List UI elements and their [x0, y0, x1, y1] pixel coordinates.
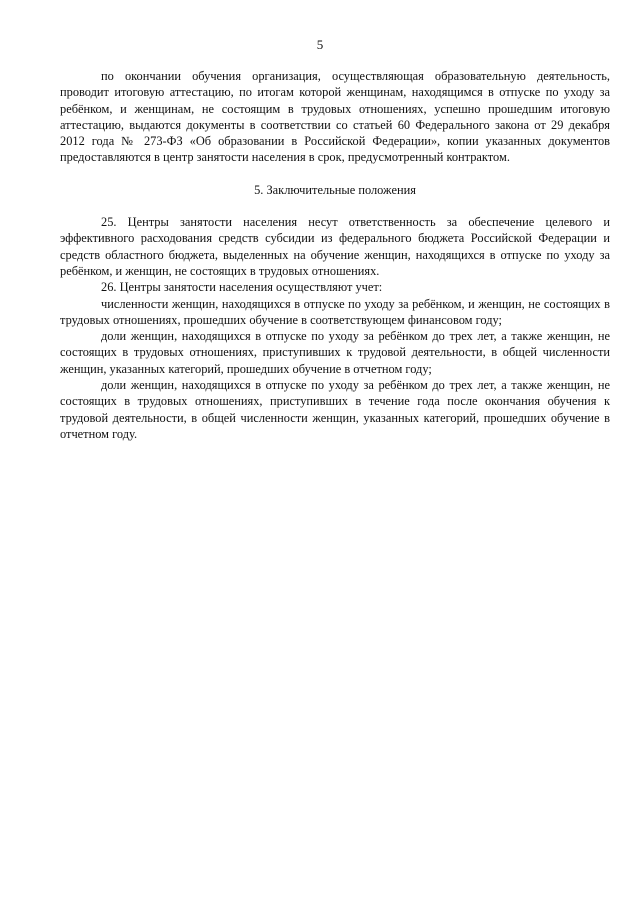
section-title: 5. Заключительные положения — [254, 182, 416, 197]
page-number: 5 — [316, 37, 324, 52]
paragraph-attestation: по окончании обучения организация, осуществляющая образовательную деятельность, проводит итоговую аттестацию, по итогам которой женщинам, находящимся в отпуске по уходу за ребёнком, и женщинам, не состоящим в трудовых отношениях, успешно прошедшим итоговую аттестацию, выдаются документы в соответствии со статьей 60 Федерального закона от 29 декабря 2012 года № 273-ФЗ «Об образовании в Российской Федерации», копии указанных документов предоставляются в центр занятости населения в срок, предусмотренный контрактом. — [60, 69, 610, 165]
list-item-count: численности женщин, находящихся в отпуске по уходу за ребёнком, и женщин, не состоящих в трудовых отношениях, прошедших обучение в соответствующем финансовом году; — [60, 296, 610, 327]
document-body — [60, 68, 610, 442]
list-item-share-within-year: доли женщин, находящихся в отпуске по уходу за ребёнком до трех лет, а также женщин, не состоящих в трудовых отношениях, приступивших в течение года после окончания обучения к трудовой деятельности, в общей численности женщин, указанных категорий, прошедших обучение в отчетном году. — [60, 378, 610, 441]
list-item-share-employed: доли женщин, находящихся в отпуске по уходу за ребёнком до трех лет, а также женщин, не состоящих в трудовых отношениях, приступивших к трудовой деятельности, в общей численности женщин, указанных категорий, прошедших обучение в отчетном году; — [60, 329, 610, 376]
paragraph-25: 25. Центры занятости населения несут ответственность за обеспечение целевого и эффективного расходования средств субсидии из федерального бюджета Российской Федерации и средств областного бюджета, выделенных на обучение женщин, находящихся в отпуске по уходу за ребёнком, и женщин, не состоящих в трудовых отношениях. — [60, 215, 610, 278]
paragraph-26: 26. Центры занятости населения осуществляют учет: — [101, 280, 383, 295]
